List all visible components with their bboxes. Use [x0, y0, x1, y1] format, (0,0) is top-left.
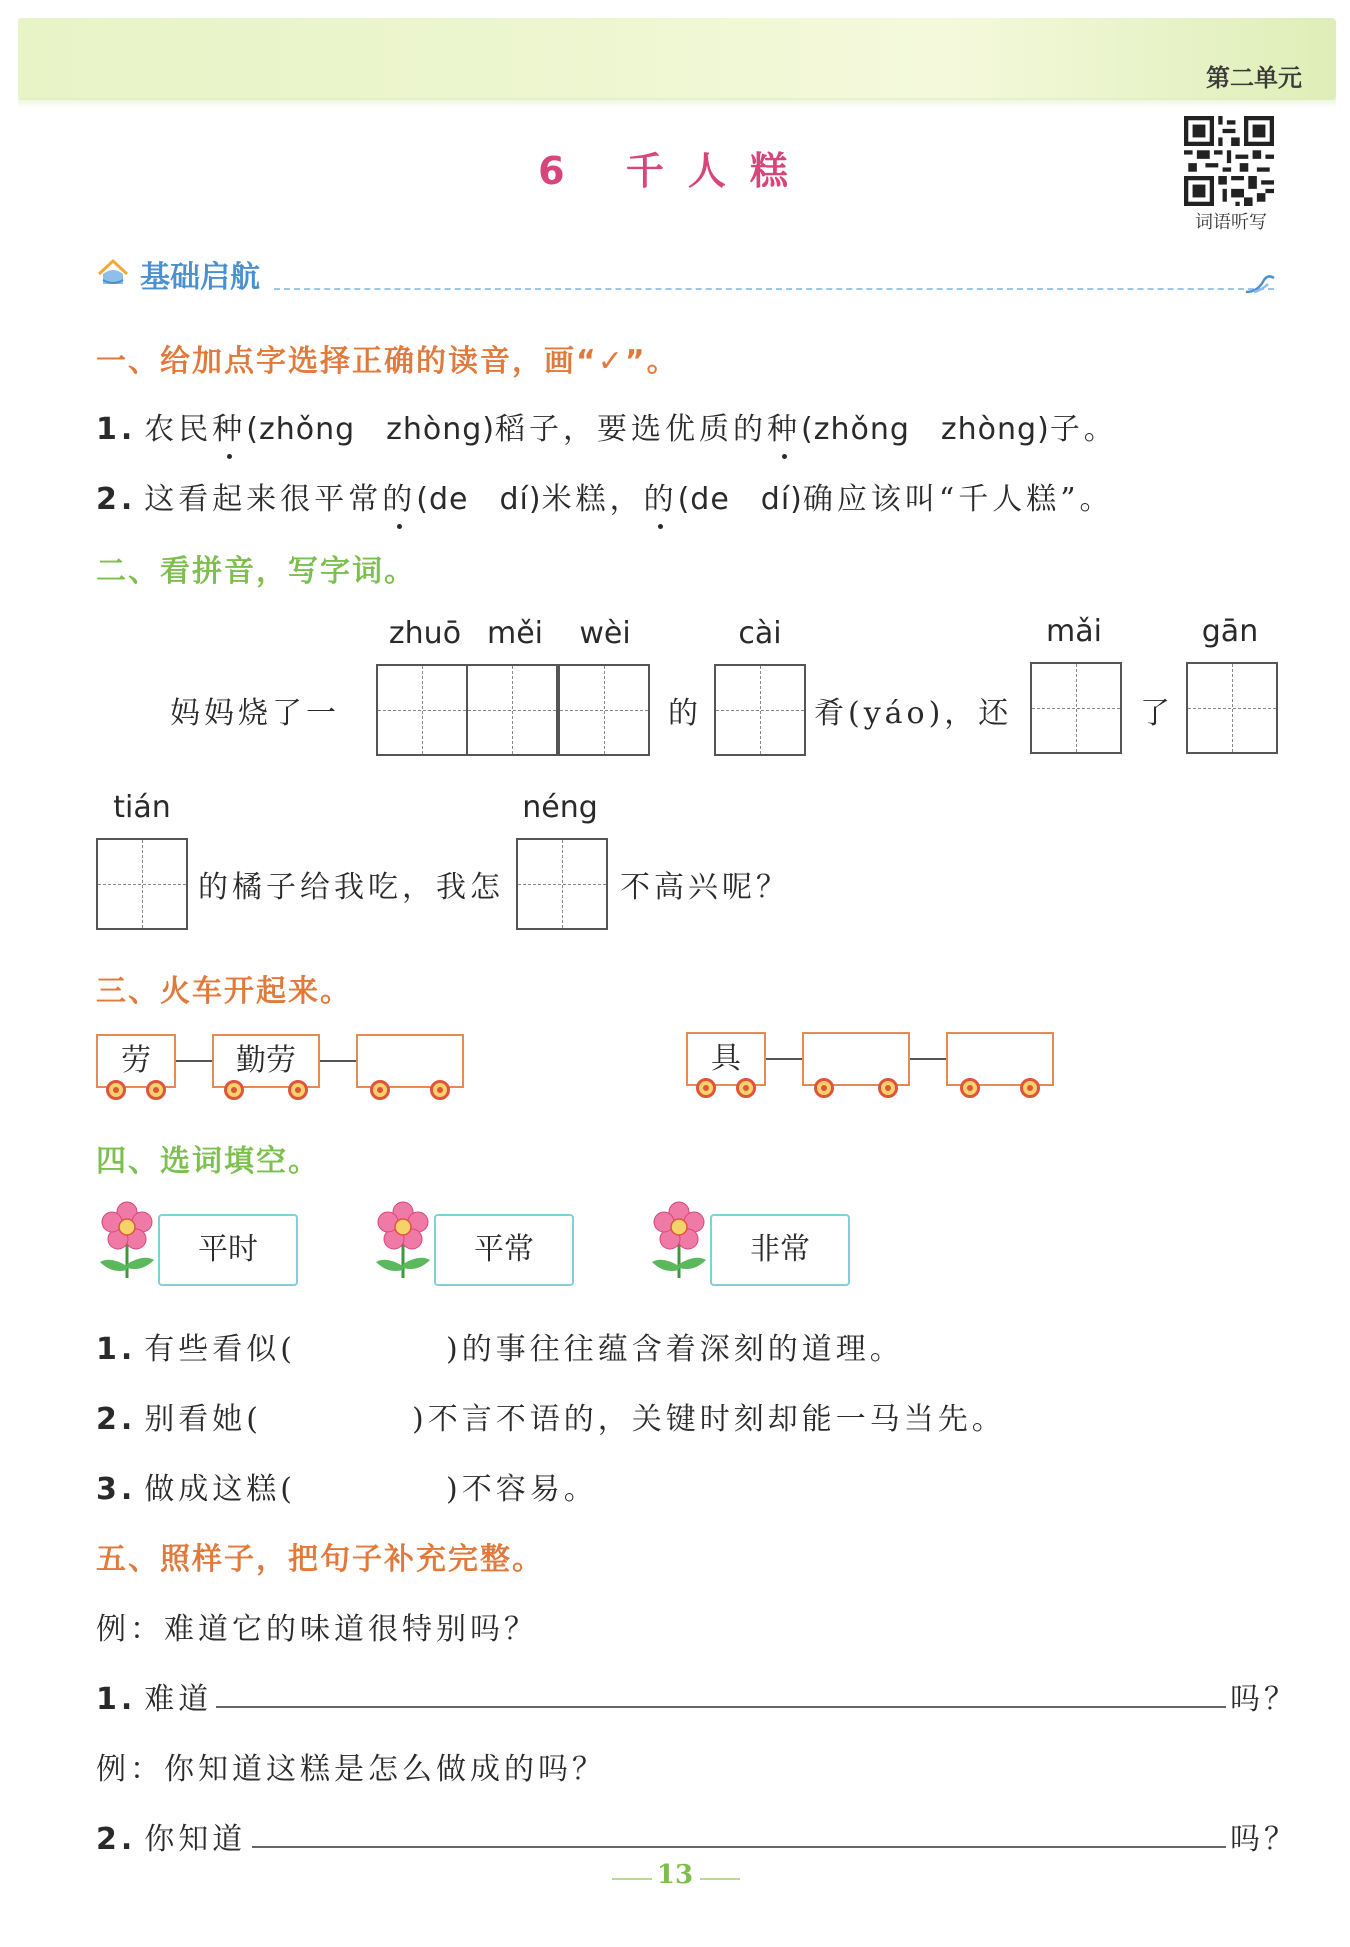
q4-sentence-1: [96, 1324, 904, 1368]
item-number: 1.: [96, 1332, 137, 1367]
pinyin-wei: wèi: [579, 616, 631, 651]
wheel-icon: [430, 1080, 450, 1100]
sentence-end: 吗？: [1230, 1822, 1298, 1857]
writing-grid[interactable]: [558, 664, 650, 756]
flower-icon: [648, 1200, 710, 1280]
coupler: [766, 1058, 802, 1060]
coupler: [910, 1058, 946, 1060]
answer-line[interactable]: [252, 1846, 1226, 1848]
sentence-end: 吗？: [1230, 1682, 1298, 1717]
example-1: 例：难道它的味道很特别吗？: [96, 1612, 538, 1647]
item-number: 1.: [96, 1682, 137, 1717]
wheel-icon: [814, 1078, 834, 1098]
dotted-char: 的: [643, 482, 678, 517]
lesson-title: 6 千人糕: [538, 149, 812, 193]
writing-grid[interactable]: [516, 838, 608, 930]
text: 米糕，: [541, 482, 644, 517]
wheel-icon: [370, 1080, 390, 1100]
text: 了: [1140, 696, 1174, 731]
coupler: [320, 1060, 356, 1062]
text: 有些看似(: [144, 1332, 296, 1367]
train-wagon-blank[interactable]: [356, 1034, 464, 1088]
q4-title: 四、选词填空。: [96, 1144, 320, 1179]
text: 子。: [1049, 412, 1118, 447]
text: 肴(yáo)，还: [814, 696, 1013, 731]
wheel-icon: [736, 1078, 756, 1098]
pinyin-neng: néng: [522, 790, 598, 825]
wheel-icon: [146, 1080, 166, 1100]
q1-title: 一、给加点字选择正确的读音，画“✓”。: [96, 344, 679, 379]
coupler: [176, 1060, 212, 1062]
train-wagon-blank[interactable]: [946, 1032, 1054, 1086]
text: 这看起来很平常: [144, 482, 383, 517]
text: )的事往往蕴含着深刻的道理。: [446, 1332, 904, 1367]
wheel-icon: [960, 1078, 980, 1098]
q5-title: 五、照样子，把句子补充完整。: [96, 1542, 544, 1577]
section-title: 基础启航: [140, 260, 260, 295]
wheel-icon: [288, 1080, 308, 1100]
text: 的橘子给我吃，我怎: [198, 870, 504, 905]
train-wagon-blank[interactable]: [802, 1032, 910, 1086]
qr-label: 词语听写: [1195, 212, 1267, 233]
pinyin-choice[interactable]: (zhǒng zhòng): [801, 412, 1050, 447]
wheel-icon: [696, 1078, 716, 1098]
word-option: 平常: [434, 1214, 574, 1286]
dotted-char: 的: [382, 482, 417, 517]
item-number: 2.: [96, 482, 137, 517]
header-banner: [18, 18, 1336, 100]
text: )不言不语的，关键时刻却能一马当先。: [412, 1402, 1006, 1437]
wave-icon: [1244, 272, 1278, 296]
q4-sentence-3: [96, 1464, 598, 1508]
pinyin-mai: mǎi: [1046, 614, 1102, 649]
q5-sentence-2: [96, 1814, 246, 1858]
pinyin-choice[interactable]: (zhǒng zhòng): [246, 412, 496, 447]
text: 难道: [144, 1682, 213, 1717]
word-option: 非常: [710, 1214, 850, 1286]
q1-item1: [96, 404, 1118, 448]
text: 的: [668, 696, 702, 731]
text: )不容易。: [446, 1472, 598, 1507]
item-number: 1.: [96, 412, 137, 447]
pinyin-gan: gān: [1201, 614, 1259, 649]
flower-icon: [372, 1200, 434, 1280]
text: 确应该叫“千人糕”。: [802, 482, 1114, 517]
pinyin-mei: měi: [486, 616, 543, 651]
writing-grid[interactable]: [376, 664, 468, 756]
q4-sentence-2: [96, 1394, 1006, 1438]
answer-line[interactable]: [216, 1706, 1226, 1708]
writing-grid[interactable]: [466, 664, 558, 756]
q2-title: 二、看拼音，写字词。: [96, 554, 416, 589]
word-option: 平时: [158, 1214, 298, 1286]
unit-label: 第二单元: [1206, 64, 1302, 92]
train-wagon: 劳: [96, 1034, 176, 1088]
dotted-char: 种: [212, 412, 247, 447]
writing-grid[interactable]: [1186, 662, 1278, 754]
train-wagon: 勤劳: [212, 1034, 320, 1088]
example-2: 例：你知道这糕是怎么做成的吗？: [96, 1752, 606, 1787]
dotted-char: 种: [767, 412, 802, 447]
section-divider: [274, 288, 1274, 290]
wheel-icon: [878, 1078, 898, 1098]
text: 做成这糕(: [144, 1472, 296, 1507]
page-number-rule: [700, 1878, 740, 1880]
pinyin-tian: tián: [113, 790, 171, 825]
writing-grid[interactable]: [1030, 662, 1122, 754]
pinyin-choice[interactable]: (de dí): [416, 482, 542, 517]
page-number: 13: [656, 1860, 694, 1890]
wheel-icon: [1020, 1078, 1040, 1098]
pinyin-zhuo: zhuō: [388, 616, 462, 651]
train-wagon: 具: [686, 1032, 766, 1086]
text: 不高兴呢？: [620, 870, 790, 905]
text: 别看她(: [144, 1402, 262, 1437]
item-number: 2.: [96, 1402, 137, 1437]
text: 妈妈烧了一: [170, 696, 340, 731]
text: 稻子，要选优质的: [495, 412, 768, 447]
text: 农民: [144, 412, 213, 447]
wheel-icon: [224, 1080, 244, 1100]
wheel-icon: [106, 1080, 126, 1100]
writing-grid[interactable]: [714, 664, 806, 756]
item-number: 2.: [96, 1822, 137, 1857]
q1-item2: [96, 474, 1114, 518]
text: 你知道: [144, 1822, 247, 1857]
q5-sentence-1: [96, 1674, 212, 1718]
pinyin-cai: cài: [738, 616, 782, 651]
pinyin-choice[interactable]: (de dí): [677, 482, 803, 517]
flower-icon: [96, 1200, 158, 1280]
writing-grid[interactable]: [96, 838, 188, 930]
qr-code-icon[interactable]: [1184, 116, 1274, 206]
q3-title: 三、火车开起来。: [96, 974, 352, 1009]
item-number: 3.: [96, 1472, 137, 1507]
house-icon: [96, 256, 130, 290]
